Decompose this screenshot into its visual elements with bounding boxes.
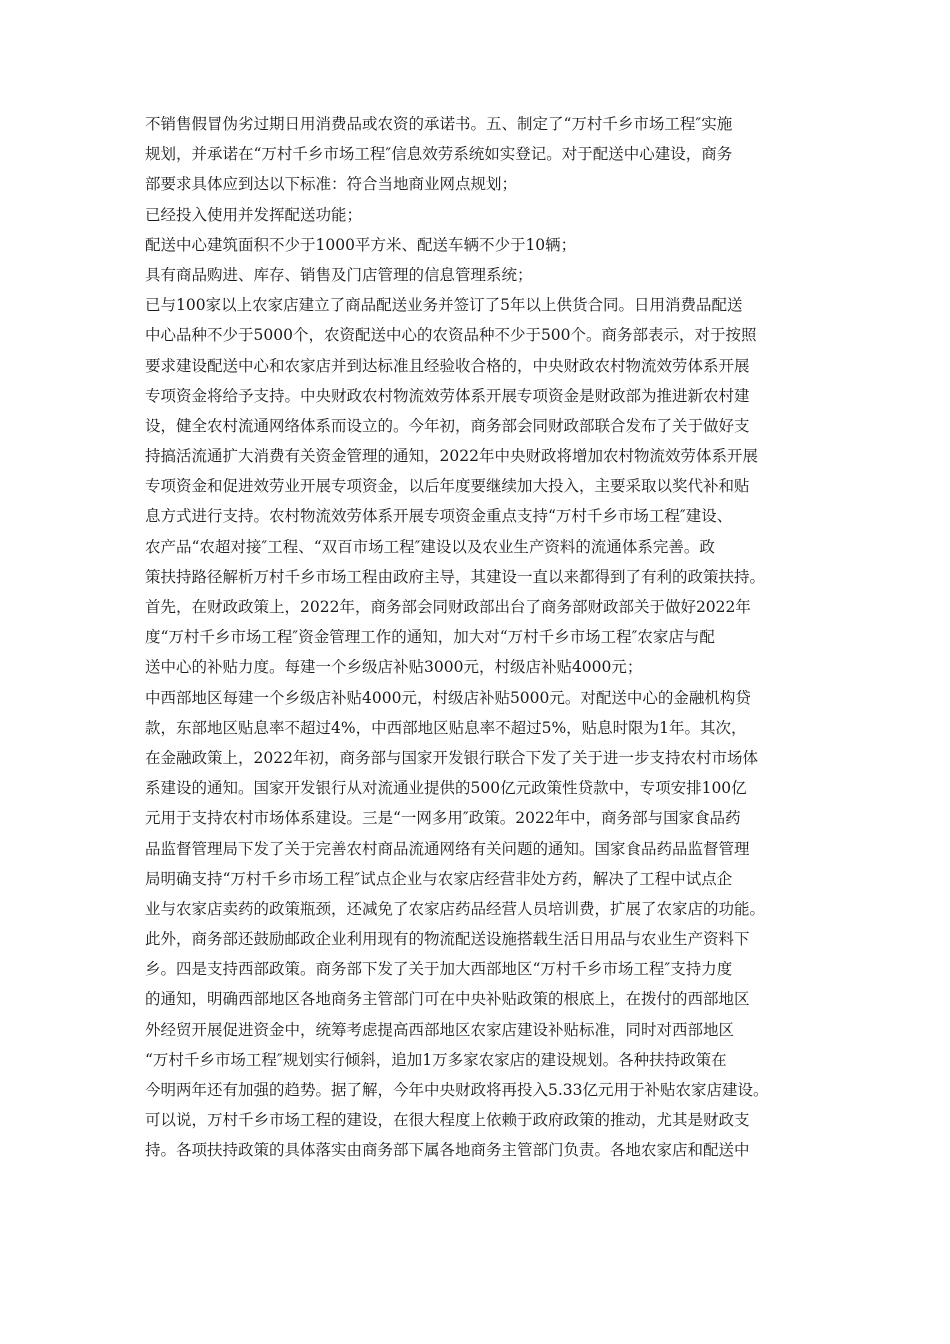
- text-line: 品监督管理局下发了关于完善农村商品流通网络有关问题的通知。国家食品药品监督管理: [145, 839, 750, 858]
- text-line: 部要求具体应到达以下标准：符合当地商业网点规划；: [145, 175, 518, 194]
- text-line: 专项资金将给予支持。中央财政农村物流效劳体系开展专项资金是财政部为推进新农村建: [145, 386, 750, 405]
- text-line: 乡。四是支持西部政策。商务部下发了关于加大西部地区“万村千乡市场工程″支持力度: [145, 960, 733, 979]
- text-line: 可以说，万村千乡市场工程的建设，在很大程度上依赖于政府政策的推动，尤其是财政支: [145, 1111, 750, 1130]
- text-line: 局明确支持“万村千乡市场工程″试点企业与农家店经营非处方药，解决了工程中试点企: [145, 869, 733, 888]
- text-line: 持。各项扶持政策的具体落实由商务部下属各地商务主管部门负责。各地农家店和配送中: [145, 1141, 750, 1160]
- text-line: 此外，商务部还鼓励邮政企业利用现有的物流配送设施搭载生活日用品与农业生产资料下: [145, 930, 750, 949]
- text-line: 持搞活流通扩大消费有关资金管理的通知，2022年中央财政将增加农村物流效劳体系开展: [145, 447, 758, 466]
- text-line: 中心品种不少于5000个，农资配送中心的农资品种不少于500个。商务部表示，对于按照: [145, 326, 757, 345]
- text-line: 要求建设配送中心和农家店并到达标准且经验收合格的，中央财政农村物流效劳体系开展: [145, 356, 750, 375]
- text-line: 在金融政策上，2022年初，商务部与国家开发银行联合下发了关于进一步支持农村市场体: [145, 748, 758, 767]
- text-line: 送中心的补贴力度。每建一个乡级店补贴3000元，村级店补贴4000元；: [145, 658, 643, 677]
- text-line: 中西部地区每建一个乡级店补贴4000元，村级店补贴5000元。对配送中心的金融机构贷: [145, 688, 751, 707]
- text-line: 外经贸开展促进资金中，统筹考虑提高西部地区农家店建设补贴标准，同时对西部地区: [145, 1020, 735, 1039]
- text-line: 业与农家店卖药的政策瓶颈，还减免了农家店药品经营人员培训费，扩展了农家店的功能。: [145, 899, 766, 918]
- body-text: [145, 109, 835, 1166]
- text-line: 具有商品购进、库存、销售及门店管理的信息管理系统；: [145, 265, 533, 284]
- text-line: 专项资金和促进效劳业开展专项资金，以后年度要继续加大投入，主要采取以奖代补和贴: [145, 477, 750, 496]
- text-line: 款，东部地区贴息率不超过4%，中西部地区贴息率不超过5%，贴息时限为1年。其次，: [145, 718, 747, 737]
- text-line: 农产品“农超对接″工程、“双百市场工程″建设以及农业生产资料的流通体系完善。政: [145, 537, 715, 556]
- text-line: 不销售假冒伪劣过期日用消费品或农资的承诺书。五、制定了“万村千乡市场工程″实施: [145, 115, 733, 133]
- text-line: “万村千乡市场工程″规划实行倾斜，追加1万多家农家店的建设规划。各种扶持政策在: [145, 1050, 727, 1069]
- text-line: 配送中心建筑面积不少于1000平方米、配送车辆不少于10辆；: [145, 235, 577, 254]
- text-line: 度“万村千乡市场工程″资金管理工作的通知，加大对“万村千乡市场工程″农家店与配: [145, 628, 715, 647]
- text-line: 设，健全农村流通网络体系而设立的。今年初，商务部会同财政部联合发布了关于做好支: [145, 416, 750, 435]
- text-line: 规划，并承诺在“万村千乡市场工程″信息效劳系统如实登记。对于配送中心建设，商务: [145, 145, 733, 164]
- text-line: 今明两年还有加强的趋势。据了解，今年中央财政将再投入5.33亿元用于补贴农家店建设。: [145, 1081, 769, 1099]
- text-line: 策扶持路径解析万村千乡市场工程由政府主导，其建设一直以来都得到了有利的政策扶持。: [145, 567, 766, 586]
- text-line: 首先，在财政政策上，2022年，商务部会同财政部出台了商务部财政部关于做好2022年: [145, 598, 751, 616]
- text-line: 已与100家以上农家店建立了商品配送业务并签订了5年以上供货合同。日用消费品配送: [145, 296, 743, 315]
- text-line: 系建设的通知。国家开发银行从对流通业提供的500亿元政策性贷款中，专项安排100亿: [145, 779, 747, 798]
- text-line: 息方式进行支持。农村物流效劳体系开展专项资金重点支持“万村千乡市场工程″建设、: [145, 507, 733, 526]
- text-line: 元用于支持农村市场体系建设。三是“一网多用″政策。2022年中，商务部与国家食品药: [145, 809, 741, 828]
- text-line: 已经投入使用并发挥配送功能；: [145, 205, 363, 224]
- text-line: 的通知，明确西部地区各地商务主管部门可在中央补贴政策的根底上，在拨付的西部地区: [145, 990, 750, 1009]
